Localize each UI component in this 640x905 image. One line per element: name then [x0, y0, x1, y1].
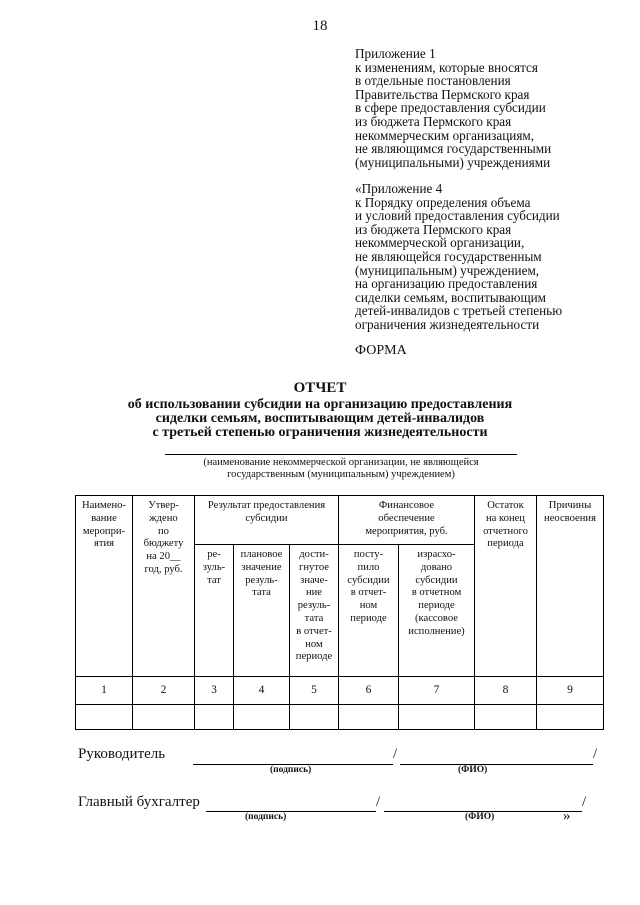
accountant-name-caption: (ФИО)	[465, 812, 495, 822]
header-subsidy-result: Результат предоставления субсидии	[195, 496, 339, 545]
appendix-1-line: в отдельные постановления	[355, 73, 511, 89]
header-reasons: Причины неосвоения	[537, 496, 604, 677]
report-title: ОТЧЕТ	[293, 380, 347, 396]
organization-caption-line: государственным (муниципальным) учреждением)	[227, 469, 455, 481]
appendix-1-line: (муниципальными) учреждениями	[355, 154, 551, 170]
appendix-4-line: сиделки семьям, воспитывающим	[355, 289, 547, 305]
report-subtitle	[0, 398, 640, 439]
table-cell-empty[interactable]	[76, 705, 133, 730]
appendix-1-line: к изменениям, которые вносятся	[355, 59, 538, 75]
table-cell-empty[interactable]	[537, 705, 604, 730]
column-number: 6	[339, 677, 399, 705]
head-signature-caption: (подпись)	[270, 765, 312, 775]
column-number: 2	[133, 677, 195, 705]
column-number: 7	[399, 677, 475, 705]
column-number: 3	[195, 677, 234, 705]
appendix-4-line: и условий предоставления субсидии	[355, 208, 560, 224]
appendix-4-line: некоммерческой организации,	[355, 235, 525, 251]
appendix-1-line: некоммерческим организациям,	[355, 127, 535, 143]
appendix-4-line: «Приложение 4	[355, 181, 443, 196]
report-table	[75, 495, 604, 730]
accountant-slash-end: /	[582, 794, 587, 810]
organization-caption-line: (наименование некоммерческой организации, не являющейся	[203, 457, 479, 468]
appendix-1-line: Правительства Пермского края	[355, 86, 530, 102]
report-subtitle-line: с третьей степенью ограничения жизнедеятельности	[152, 424, 488, 440]
table-cell-empty[interactable]	[290, 705, 339, 730]
header-result: ре- зуль- тат	[195, 545, 234, 677]
appendix-1-line: не являющимся государственными	[355, 141, 552, 157]
header-balance: Остаток на конец отчетного периода	[475, 496, 537, 677]
appendix-1-line: в сфере предоставления субсидии	[355, 100, 546, 116]
table-cell-empty[interactable]	[133, 705, 195, 730]
report-subtitle-line: сиделки семьям, воспитывающим детей-инвалидов	[155, 410, 485, 426]
head-label: Руководитель	[78, 746, 166, 762]
appendix-4-line: из бюджета Пермского края	[355, 221, 512, 237]
appendix-4-line: детей-инвалидов с третьей степенью	[355, 303, 563, 319]
closing-quote: »	[563, 808, 571, 824]
accountant-signature-field[interactable]	[206, 811, 376, 812]
appendix-1-line: из бюджета Пермского края	[355, 113, 512, 129]
appendix-1-line: Приложение 1	[355, 46, 436, 61]
appendix-4-line: к Порядку определения объема	[355, 194, 531, 210]
column-number: 9	[537, 677, 604, 705]
table-cell-empty[interactable]	[195, 705, 234, 730]
appendix-4-line: не являющейся государственным	[355, 248, 542, 264]
organization-name-caption	[165, 457, 517, 482]
accountant-slash: /	[376, 794, 381, 810]
accountant-signature-caption: (подпись)	[245, 812, 287, 822]
column-number: 5	[290, 677, 339, 705]
appendix-4-line: на организацию предоставления	[355, 276, 538, 292]
column-number: 8	[475, 677, 537, 705]
table-cell-empty[interactable]	[234, 705, 290, 730]
header-planned-value: плановое значение резуль- тата	[234, 545, 290, 677]
page-number: 18	[312, 18, 328, 34]
table-cell-empty[interactable]	[475, 705, 537, 730]
appendix-4-block	[355, 182, 562, 332]
appendix-4-line: (муниципальным) учреждением,	[355, 262, 540, 278]
appendix-4-line: ограничения жизнедеятельности	[355, 316, 540, 332]
form-label: ФОРМА	[355, 343, 407, 358]
head-slash: /	[393, 746, 398, 762]
accountant-label: Главный бухгалтер	[78, 794, 200, 810]
header-achieved-value: дости- гнутое значе- ние резуль- тата в отчет- ном периоде	[290, 545, 339, 677]
header-event-name: Наимено- вание меропри- ятия	[76, 496, 133, 677]
header-received-subsidy: посту- пило субсидии в отчет- ном периоде	[339, 545, 399, 677]
organization-name-line[interactable]	[165, 454, 517, 455]
head-name-field[interactable]	[400, 764, 593, 765]
table-cell-empty[interactable]	[339, 705, 399, 730]
column-number: 4	[234, 677, 290, 705]
head-name-caption: (ФИО)	[458, 765, 488, 775]
header-financing: Финансовое обеспечение мероприятия, руб.	[339, 496, 475, 545]
report-subtitle-line: об использовании субсидии на организацию предоставления	[127, 397, 513, 412]
head-slash-end: /	[593, 746, 598, 762]
column-number: 1	[76, 677, 133, 705]
appendix-1-block	[355, 47, 551, 169]
table-cell-empty[interactable]	[399, 705, 475, 730]
header-spent-subsidy: израсхо- довано субсидии в отчетном периоде (кассовое исполнение)	[399, 545, 475, 677]
header-approved-budget: Утвер- ждено по бюджету на 20__ год, руб.	[133, 496, 195, 677]
